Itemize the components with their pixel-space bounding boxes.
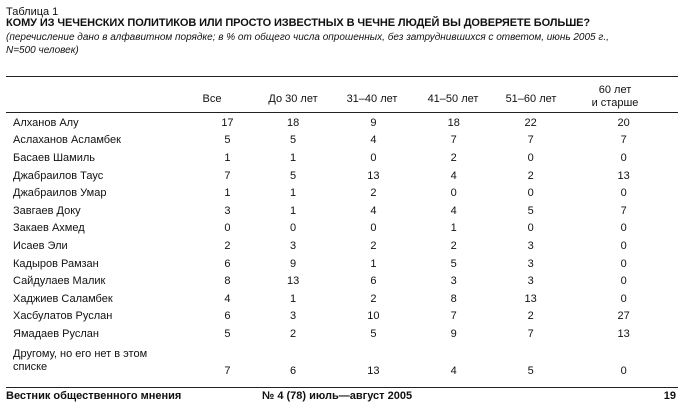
header-41-50: 41–50 лет: [427, 93, 479, 105]
row-value: 1: [450, 222, 457, 235]
row-value: 5: [450, 257, 457, 270]
row-value: 0: [620, 151, 627, 164]
table-body: [6, 114, 678, 379]
row-value: 3: [527, 257, 534, 270]
table-row: [6, 167, 678, 185]
row-value: 2: [450, 239, 457, 252]
row-value: 0: [527, 187, 534, 200]
row-value: 22: [524, 116, 537, 129]
table-row: [6, 237, 678, 255]
row-value: 0: [620, 275, 627, 288]
table-row: [6, 272, 678, 290]
row-value: 7: [620, 204, 627, 217]
row-value: 5: [527, 364, 534, 377]
table-row: [6, 308, 678, 326]
row-value: 0: [527, 222, 534, 235]
table-row: [6, 184, 678, 202]
row-value: 2: [370, 239, 377, 252]
row-value: 7: [224, 169, 231, 182]
row-value: 9: [450, 327, 457, 340]
footer-issue: № 4 (78) июль—август 2005: [262, 390, 413, 402]
header-51-60: 51–60 лет: [505, 93, 557, 105]
row-name: Алханов Алу: [13, 116, 79, 129]
table-title: КОМУ ИЗ ЧЕЧЕНСКИХ ПОЛИТИКОВ ИЛИ ПРОСТО ИЗВЕСТНЫХ В ЧЕЧНЕ ЛЮДЕЙ ВЫ ДОВЕРЯЕТЕ БОЛЬШЕ?: [6, 17, 591, 29]
footer-rule: [6, 387, 678, 388]
row-value: 7: [224, 364, 231, 377]
trust-table: [6, 114, 678, 379]
row-value: 3: [450, 275, 457, 288]
header-60-plus: [575, 84, 655, 110]
row-value: 4: [450, 204, 457, 217]
row-value: 13: [617, 327, 630, 340]
row-value: 5: [224, 134, 231, 147]
row-name: Джабраилов Умар: [13, 187, 107, 200]
row-value: 1: [290, 187, 297, 200]
row-value: 2: [527, 310, 534, 323]
row-value: 5: [370, 327, 377, 340]
footer-page-number: 19: [663, 390, 676, 402]
table-row: [6, 255, 678, 273]
row-value: 0: [290, 222, 297, 235]
row-value: 2: [370, 187, 377, 200]
note-line-1: (перечисление дано в алфавитном порядке; в % от общего числа опрошенных, без затруднившихся с ответом, июнь 2005 г.,: [6, 32, 609, 43]
note-line-2: N=500 человек): [6, 45, 79, 56]
row-name: Басаев Шамиль: [13, 151, 96, 164]
row-name: Закаев Ахмед: [13, 222, 85, 235]
row-value: 6: [224, 257, 231, 270]
table-row: [6, 202, 678, 220]
row-value: 4: [370, 134, 377, 147]
row-value: 0: [620, 292, 627, 305]
row-value: 6: [224, 310, 231, 323]
row-value: 1: [290, 292, 297, 305]
table-row: [6, 220, 678, 238]
row-value: 1: [290, 151, 297, 164]
row-value: 2: [290, 327, 297, 340]
row-value: 1: [224, 187, 231, 200]
row-value: 0: [620, 364, 627, 377]
row-name: Завгаев Доку: [13, 204, 81, 217]
row-value: 2: [224, 239, 231, 252]
row-value: 4: [450, 364, 457, 377]
row-value: 3: [527, 275, 534, 288]
header-all: Все: [202, 93, 222, 105]
row-value: 18: [447, 116, 460, 129]
row-value: 3: [224, 204, 231, 217]
row-value: 0: [620, 222, 627, 235]
row-value: 0: [370, 222, 377, 235]
row-value: 6: [290, 364, 297, 377]
row-value: 2: [370, 292, 377, 305]
row-value: 13: [286, 275, 300, 288]
row-value: 9: [290, 257, 297, 270]
header-31-40: 31–40 лет: [346, 93, 398, 105]
row-value: 0: [224, 222, 231, 235]
row-name-other-line-1: Другому, но его нет в этом: [13, 347, 148, 360]
table-row-other: [6, 343, 678, 379]
row-value: 13: [367, 169, 380, 182]
row-value: 8: [450, 292, 457, 305]
row-name: Джабраилов Таус: [13, 169, 104, 182]
row-value: 13: [617, 169, 630, 182]
table-note: [6, 31, 646, 57]
row-value: 2: [450, 151, 457, 164]
row-value: 5: [224, 327, 231, 340]
row-value: 7: [620, 134, 627, 147]
row-value: 7: [527, 134, 534, 147]
row-value: 8: [224, 275, 231, 288]
row-value: 7: [527, 327, 534, 340]
row-value: 4: [370, 204, 377, 217]
footer-journal: Вестник общественного мнения: [6, 390, 182, 402]
row-value: 13: [367, 364, 380, 377]
row-name-other-line-2: списке: [13, 360, 48, 373]
header-60-plus-line-1: 60 лет: [598, 84, 632, 96]
header-rule: [6, 112, 678, 113]
table-top-rule: [6, 76, 678, 77]
row-value: 7: [450, 310, 457, 323]
row-value: 9: [370, 116, 377, 129]
header-under-30: До 30 лет: [268, 93, 318, 105]
row-value: 0: [370, 151, 377, 164]
row-name: Аслаханов Асламбек: [13, 134, 121, 147]
row-value: 0: [620, 257, 627, 270]
row-value: 20: [617, 116, 630, 129]
row-name: Кадыров Рамзан: [13, 257, 99, 270]
table-label: Таблица 1: [6, 6, 59, 18]
row-value: 3: [290, 310, 297, 323]
row-value: 5: [290, 169, 297, 182]
table-row: [6, 325, 678, 343]
table-row: [6, 114, 678, 132]
row-name: Хасбулатов Руслан: [13, 310, 113, 323]
row-value: 7: [450, 134, 457, 147]
row-value: 18: [286, 116, 300, 129]
row-value: 27: [617, 310, 630, 323]
row-value: 1: [290, 204, 297, 217]
row-value: 0: [450, 187, 457, 200]
header-60-plus-line-2: и старше: [591, 97, 639, 109]
row-name-other: [6, 343, 200, 379]
row-value: 0: [620, 187, 627, 200]
table-row: [6, 290, 678, 308]
row-value: 2: [527, 169, 534, 182]
row-value: 6: [370, 275, 377, 288]
row-value: 17: [221, 116, 234, 129]
row-value: 4: [224, 292, 231, 305]
row-value: 3: [290, 239, 297, 252]
row-value: 0: [620, 239, 627, 252]
row-value: 13: [524, 292, 537, 305]
row-value: 0: [527, 151, 534, 164]
table-row: [6, 132, 678, 150]
row-name: Исаев Эли: [13, 239, 68, 252]
row-value: 1: [224, 151, 231, 164]
row-value: 10: [367, 310, 380, 323]
row-name: Ямадаев Руслан: [13, 327, 100, 340]
row-value: 3: [527, 239, 534, 252]
row-name: Сайдулаев Малик: [13, 275, 106, 288]
row-value: 5: [290, 134, 297, 147]
row-value: 5: [527, 204, 534, 217]
row-name: Хаджиев Саламбек: [13, 292, 113, 305]
row-value: 1: [370, 257, 377, 270]
row-value: 4: [450, 169, 457, 182]
table-row: [6, 149, 678, 167]
